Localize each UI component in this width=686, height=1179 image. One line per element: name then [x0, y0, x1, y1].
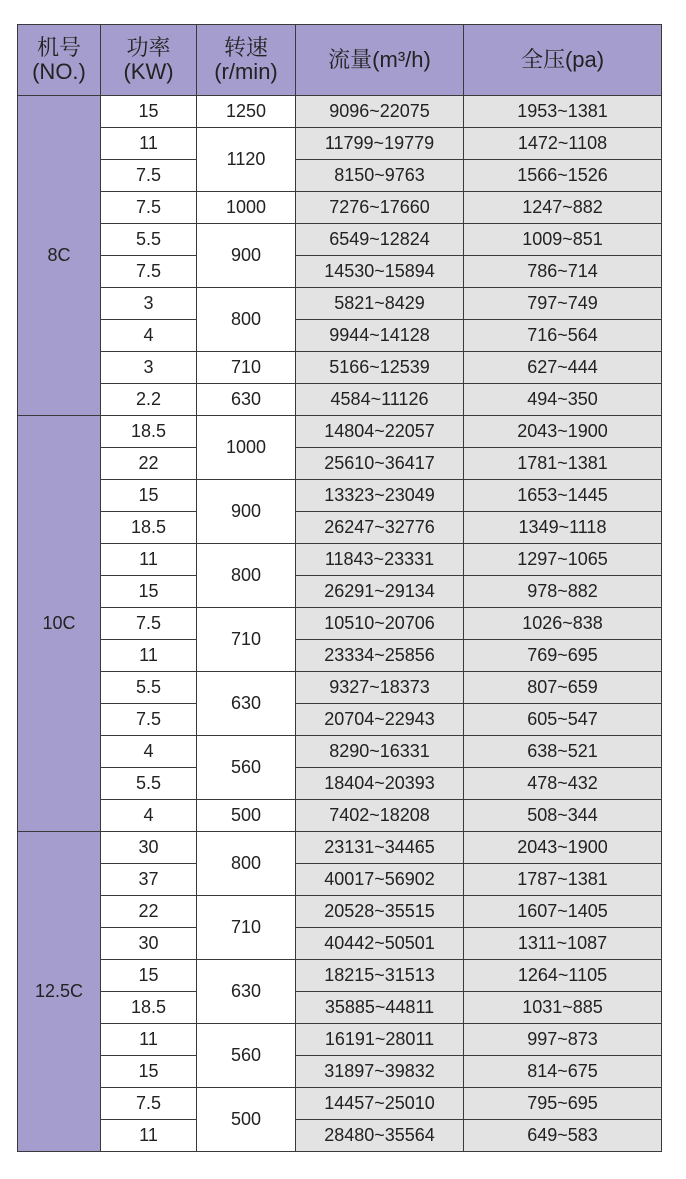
table-row: [18, 1120, 662, 1152]
pressure-cell: 649~583: [464, 1120, 662, 1152]
speed-cell: 800: [197, 288, 296, 352]
flow-cell: 9327~18373: [296, 672, 464, 704]
pressure-cell: 2043~1900: [464, 832, 662, 864]
header-speed: 转速 (r/min): [197, 25, 296, 96]
flow-cell: 5166~12539: [296, 352, 464, 384]
power-cell: 11: [101, 544, 197, 576]
power-cell: 15: [101, 96, 197, 128]
table-row: [18, 96, 662, 128]
power-cell: 2.2: [101, 384, 197, 416]
power-cell: 18.5: [101, 416, 197, 448]
speed-cell: 630: [197, 384, 296, 416]
table-row: [18, 608, 662, 640]
table-row: [18, 192, 662, 224]
pressure-cell: 1247~882: [464, 192, 662, 224]
pressure-cell: 1349~1118: [464, 512, 662, 544]
pressure-cell: 1031~885: [464, 992, 662, 1024]
pressure-cell: 1264~1105: [464, 960, 662, 992]
flow-cell: 35885~44811: [296, 992, 464, 1024]
table-row: [18, 320, 662, 352]
pressure-cell: 1311~1087: [464, 928, 662, 960]
flow-cell: 6549~12824: [296, 224, 464, 256]
pressure-cell: 978~882: [464, 576, 662, 608]
flow-cell: 20704~22943: [296, 704, 464, 736]
speed-cell: 1120: [197, 128, 296, 192]
power-cell: 22: [101, 448, 197, 480]
flow-cell: 26247~32776: [296, 512, 464, 544]
flow-cell: 31897~39832: [296, 1056, 464, 1088]
power-cell: 4: [101, 736, 197, 768]
power-cell: 30: [101, 832, 197, 864]
power-cell: 15: [101, 960, 197, 992]
speed-cell: 500: [197, 800, 296, 832]
table-row: [18, 672, 662, 704]
flow-cell: 14457~25010: [296, 1088, 464, 1120]
flow-cell: 8290~16331: [296, 736, 464, 768]
flow-cell: 18404~20393: [296, 768, 464, 800]
flow-cell: 8150~9763: [296, 160, 464, 192]
power-cell: 7.5: [101, 1088, 197, 1120]
speed-cell: 560: [197, 736, 296, 800]
table-row: [18, 224, 662, 256]
speed-cell: 900: [197, 480, 296, 544]
table-header: [18, 25, 662, 96]
power-cell: 3: [101, 288, 197, 320]
table-row: [18, 640, 662, 672]
power-cell: 15: [101, 480, 197, 512]
table-row: [18, 352, 662, 384]
pressure-cell: 1566~1526: [464, 160, 662, 192]
table-row: [18, 544, 662, 576]
flow-cell: 9096~22075: [296, 96, 464, 128]
pressure-cell: 1607~1405: [464, 896, 662, 928]
table-row: [18, 704, 662, 736]
flow-cell: 11799~19779: [296, 128, 464, 160]
power-cell: 5.5: [101, 224, 197, 256]
power-cell: 15: [101, 576, 197, 608]
flow-cell: 40442~50501: [296, 928, 464, 960]
pressure-cell: 1009~851: [464, 224, 662, 256]
table-row: [18, 288, 662, 320]
pressure-cell: 605~547: [464, 704, 662, 736]
pressure-cell: 508~344: [464, 800, 662, 832]
speed-cell: 630: [197, 960, 296, 1024]
flow-cell: 26291~29134: [296, 576, 464, 608]
speed-cell: 1000: [197, 192, 296, 224]
pressure-cell: 478~432: [464, 768, 662, 800]
speed-cell: 560: [197, 1024, 296, 1088]
pressure-cell: 1297~1065: [464, 544, 662, 576]
pressure-cell: 1026~838: [464, 608, 662, 640]
model-cell: 8C: [18, 96, 101, 416]
flow-cell: 25610~36417: [296, 448, 464, 480]
table-row: [18, 960, 662, 992]
table-row: [18, 1024, 662, 1056]
table-row: [18, 736, 662, 768]
power-cell: 5.5: [101, 672, 197, 704]
flow-cell: 14804~22057: [296, 416, 464, 448]
table-row: [18, 1056, 662, 1088]
flow-cell: 23131~34465: [296, 832, 464, 864]
header-flow: 流量(m³/h): [296, 25, 464, 96]
flow-cell: 40017~56902: [296, 864, 464, 896]
fan-spec-table: [17, 24, 662, 1152]
pressure-cell: 997~873: [464, 1024, 662, 1056]
table-row: [18, 256, 662, 288]
power-cell: 18.5: [101, 992, 197, 1024]
pressure-cell: 1781~1381: [464, 448, 662, 480]
pressure-cell: 786~714: [464, 256, 662, 288]
flow-cell: 7402~18208: [296, 800, 464, 832]
flow-cell: 20528~35515: [296, 896, 464, 928]
speed-cell: 800: [197, 544, 296, 608]
pressure-cell: 1787~1381: [464, 864, 662, 896]
flow-cell: 9944~14128: [296, 320, 464, 352]
pressure-cell: 807~659: [464, 672, 662, 704]
speed-cell: 1250: [197, 96, 296, 128]
speed-cell: 630: [197, 672, 296, 736]
table-row: [18, 480, 662, 512]
table-row: [18, 416, 662, 448]
flow-cell: 5821~8429: [296, 288, 464, 320]
power-cell: 18.5: [101, 512, 197, 544]
power-cell: 11: [101, 1024, 197, 1056]
flow-cell: 4584~11126: [296, 384, 464, 416]
pressure-cell: 797~749: [464, 288, 662, 320]
flow-cell: 23334~25856: [296, 640, 464, 672]
table-body: [18, 96, 662, 1152]
table-row: [18, 512, 662, 544]
table-row: [18, 576, 662, 608]
speed-cell: 710: [197, 352, 296, 384]
power-cell: 15: [101, 1056, 197, 1088]
table-row: [18, 832, 662, 864]
model-cell: 12.5C: [18, 832, 101, 1152]
power-cell: 3: [101, 352, 197, 384]
flow-cell: 13323~23049: [296, 480, 464, 512]
table-row: [18, 384, 662, 416]
power-cell: 7.5: [101, 704, 197, 736]
power-cell: 11: [101, 128, 197, 160]
table-row: [18, 128, 662, 160]
header-pressure: 全压(pa): [464, 25, 662, 96]
pressure-cell: 494~350: [464, 384, 662, 416]
header-model: 机号 (NO.): [18, 25, 101, 96]
table-row: [18, 928, 662, 960]
table-row: [18, 800, 662, 832]
pressure-cell: 638~521: [464, 736, 662, 768]
power-cell: 7.5: [101, 256, 197, 288]
table-row: [18, 160, 662, 192]
power-cell: 7.5: [101, 160, 197, 192]
flow-cell: 16191~28011: [296, 1024, 464, 1056]
header-power: 功率 (KW): [101, 25, 197, 96]
pressure-cell: 716~564: [464, 320, 662, 352]
power-cell: 11: [101, 640, 197, 672]
speed-cell: 500: [197, 1088, 296, 1152]
power-cell: 11: [101, 1120, 197, 1152]
pressure-cell: 1472~1108: [464, 128, 662, 160]
pressure-cell: 2043~1900: [464, 416, 662, 448]
power-cell: 22: [101, 896, 197, 928]
power-cell: 37: [101, 864, 197, 896]
pressure-cell: 627~444: [464, 352, 662, 384]
table-row: [18, 1088, 662, 1120]
model-cell: 10C: [18, 416, 101, 832]
flow-cell: 28480~35564: [296, 1120, 464, 1152]
table-row: [18, 896, 662, 928]
pressure-cell: 1953~1381: [464, 96, 662, 128]
pressure-cell: 1653~1445: [464, 480, 662, 512]
power-cell: 7.5: [101, 192, 197, 224]
speed-cell: 710: [197, 896, 296, 960]
flow-cell: 11843~23331: [296, 544, 464, 576]
table-row: [18, 448, 662, 480]
speed-cell: 1000: [197, 416, 296, 480]
flow-cell: 10510~20706: [296, 608, 464, 640]
power-cell: 5.5: [101, 768, 197, 800]
speed-cell: 800: [197, 832, 296, 896]
pressure-cell: 814~675: [464, 1056, 662, 1088]
flow-cell: 14530~15894: [296, 256, 464, 288]
table-row: [18, 864, 662, 896]
speed-cell: 710: [197, 608, 296, 672]
power-cell: 4: [101, 320, 197, 352]
power-cell: 4: [101, 800, 197, 832]
table-row: [18, 768, 662, 800]
flow-cell: 7276~17660: [296, 192, 464, 224]
flow-cell: 18215~31513: [296, 960, 464, 992]
pressure-cell: 769~695: [464, 640, 662, 672]
power-cell: 7.5: [101, 608, 197, 640]
pressure-cell: 795~695: [464, 1088, 662, 1120]
table-row: [18, 992, 662, 1024]
power-cell: 30: [101, 928, 197, 960]
speed-cell: 900: [197, 224, 296, 288]
